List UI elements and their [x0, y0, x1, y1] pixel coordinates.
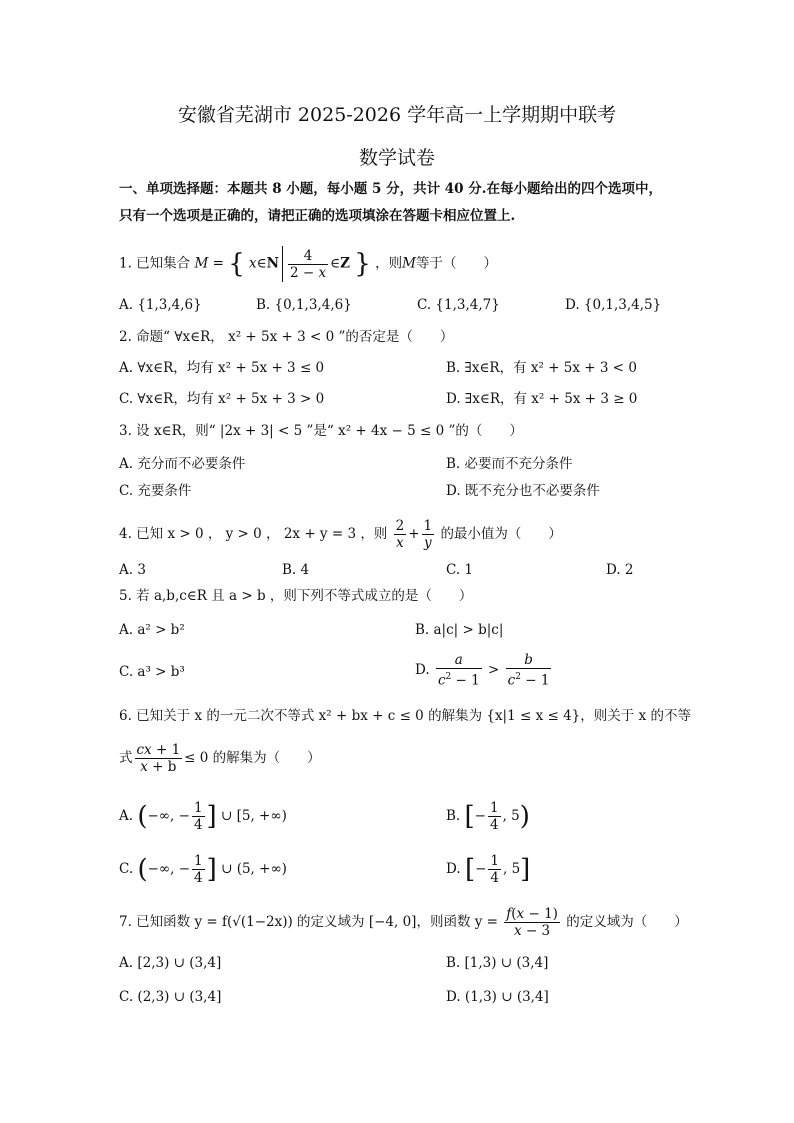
question-4: 4. 已知 x > 0 ， y > 0 ， 2x + y = 3 ，则 $\frac{2}{x}$ + $\frac{1}{y}$ 的最小值为（ ） [119, 518, 562, 551]
q6-option-a: A. (−∞, − $\frac{1}{4}$ ] ∪ [5, +∞) [119, 800, 287, 833]
q7-option-b: B. [1,3) ∪ (3,4] [446, 955, 549, 971]
question-2: 2. 命题“ ∀x∈R， x² + 5x + 3 < 0 ”的否定是（ ） [119, 329, 454, 345]
q1-fraction: $\frac{4}{2 - x}$ [290, 247, 327, 281]
q7-option-c: C. (2,3) ∪ (3,4] [119, 989, 222, 1005]
q6-option-d: D. [− $\frac{1}{4}$ , 5] [446, 853, 531, 886]
q6-fraction: $\frac{cx + 1}{x + b}$ [136, 742, 181, 775]
q4-fraction-2x: $\frac{2}{x}$ [395, 518, 405, 551]
q3-option-c: C. 充要条件 [119, 483, 192, 499]
q2-option-c: C. ∀x∈R，均有 x² + 5x + 3 > 0 [119, 391, 325, 407]
q2-option-d: D. ∃x∈R，有 x² + 5x + 3 ≥ 0 [446, 391, 638, 407]
q5-d-fraction-b: $\frac{b}{c^2 - 1}$ [507, 652, 550, 689]
q3-option-a: A. 充分而不必要条件 [119, 456, 246, 472]
q4-option-a: A. 3 [119, 562, 146, 578]
q6-option-c: C. (−∞, − $\frac{1}{4}$ ] ∪ (5, +∞) [119, 853, 287, 886]
q7-option-d: D. (1,3) ∪ (3,4] [446, 989, 549, 1005]
q5-d-fraction-a: $\frac{a}{c^2 - 1}$ [437, 652, 480, 689]
section-line-2: 只有一个选项是正确的，请把正确的选项填涂在答题卡相应位置上. [119, 208, 516, 224]
q4-fraction-1y: $\frac{1}{y}$ [423, 518, 433, 551]
q5-option-d: D. $\frac{a}{c^2 - 1}$ > $\frac{b}{c^2 - 1}$ [415, 652, 550, 689]
exam-subtitle: 数学试卷 [358, 147, 435, 169]
q1-suffix: ，则 [375, 255, 403, 272]
q1-option-a: A. {1,3,4,6} [119, 297, 202, 313]
q3-option-d: D. 既不充分也不必要条件 [446, 483, 600, 499]
q4-suffix: 的最小值为（ ） [440, 526, 562, 542]
q1-option-d: D. {0,1,3,4,5} [565, 297, 662, 313]
q2-option-a: A. ∀x∈R，均有 x² + 5x + 3 ≤ 0 [119, 360, 325, 376]
q6-option-b: B. [− $\frac{1}{4}$ , 5) [446, 800, 530, 833]
q7-fraction: $\frac{f(x - 1)}{x - 3}$ [506, 906, 558, 939]
question-3: 3. 设 x∈R，则“ |2x + 3| < 5 ”是“ x² + 4x − 5 ≤ 0 ”的（ ） [119, 423, 523, 439]
q5-option-a: A. a² > b² [119, 622, 185, 638]
section-line-1: 一、单项选择题：本题共 8 小题，每小题 5 分，共计 40 分.在每小题给出的四个选项中， [119, 181, 662, 197]
question-6-line-1: 6. 已知关于 x 的一元二次不等式 x² + bx + c ≤ 0 的解集为 {x|1 ≤ x ≤ 4}，则关于 x 的不等 [119, 708, 691, 724]
question-6-line-2: 式 $\frac{cx + 1}{x + b}$ ≤ 0 的解集为（ ） [119, 742, 321, 775]
exam-title: 安徽省芜湖市 2025-2026 学年高一上学期期中联考 [177, 104, 617, 126]
q1-set-formula: M [194, 255, 209, 272]
q1-option-c: C. {1,3,4,7} [417, 297, 500, 313]
q5-option-c: C. a³ > b³ [119, 664, 185, 680]
q5-option-b: B. a|c| > b|c| [415, 622, 504, 638]
section-heading [119, 176, 679, 230]
q4-option-c: C. 1 [446, 562, 474, 578]
q3-option-b: B. 必要而不充分条件 [446, 456, 573, 472]
q2-option-b: B. ∃x∈R，有 x² + 5x + 3 < 0 [446, 360, 637, 376]
q4-option-b: B. 4 [282, 562, 310, 578]
question-1: 1. 已知集合 M = { x∈N $\frac{4}{2 - x}$ ∈Z } ，则M等于（ ） [119, 247, 497, 281]
q1-prefix: 1. 已知集合 [119, 255, 191, 272]
q4-prefix: 4. 已知 x > 0 ， y > 0 ， 2x + y = 3 ，则 [119, 526, 388, 542]
q1-option-b: B. {0,1,3,4,6} [256, 297, 352, 313]
q4-option-d: D. 2 [606, 562, 634, 578]
q7-option-a: A. [2,3) ∪ (3,4] [119, 955, 222, 971]
question-5: 5. 若 a,b,c∈R 且 a > b ，则下列不等式成立的是（ ） [119, 588, 473, 604]
question-7: 7. 已知函数 y = f(√(1−2x)) 的定义域为 [−4, 0]，则函数 y = $\frac{f(x - 1)}{x - 3}$ 的定义域为（ ） [119, 906, 688, 939]
